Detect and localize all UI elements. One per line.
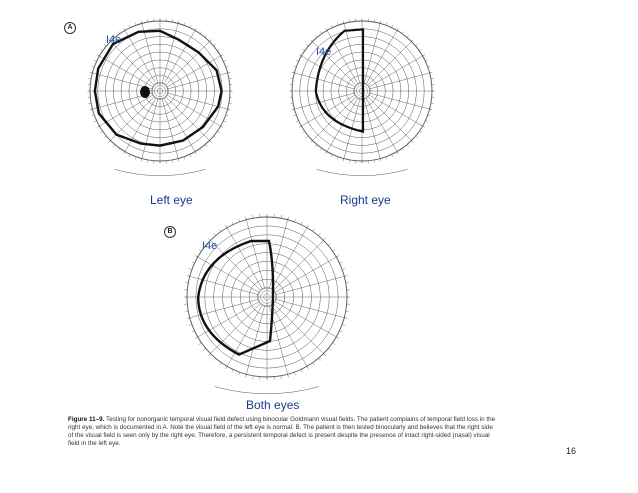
panel-letter-a: A xyxy=(64,22,76,34)
left-eye-label: Left eye xyxy=(150,193,193,207)
left-eye-isopter xyxy=(95,31,222,146)
caption-lead: Figure 11–9. xyxy=(68,416,105,423)
page-number: 16 xyxy=(566,446,577,456)
right-eye-chart xyxy=(289,18,435,176)
caption-text: Testing for nonorganic temporal visual field defect using binocular Goldmann visual fields. The patient complains of temporal field loss in the right eye, which is documented in A. Note the visual field of the left eye is normal. B. The patient is then tested binocularly and believes that the right side of the visual field is seen only by the right eye. Therefore, a persistent temporal defect is present despite the presence of intact right-sided (nasal) visual field in the left eye. xyxy=(68,416,496,447)
both-eyes-label: Both eyes xyxy=(246,398,300,412)
figure-caption xyxy=(68,416,496,448)
panel-letter-b: B xyxy=(164,226,176,238)
both-eyes-isopter-label: I4e xyxy=(202,240,218,252)
left-eye-blind-spot xyxy=(140,86,150,98)
both-eyes-isopter xyxy=(198,241,273,355)
left-eye-isopter-label: I4e xyxy=(106,34,122,46)
right-eye-label: Right eye xyxy=(340,193,391,207)
right-eye-isopter-label: I4e xyxy=(316,46,332,58)
